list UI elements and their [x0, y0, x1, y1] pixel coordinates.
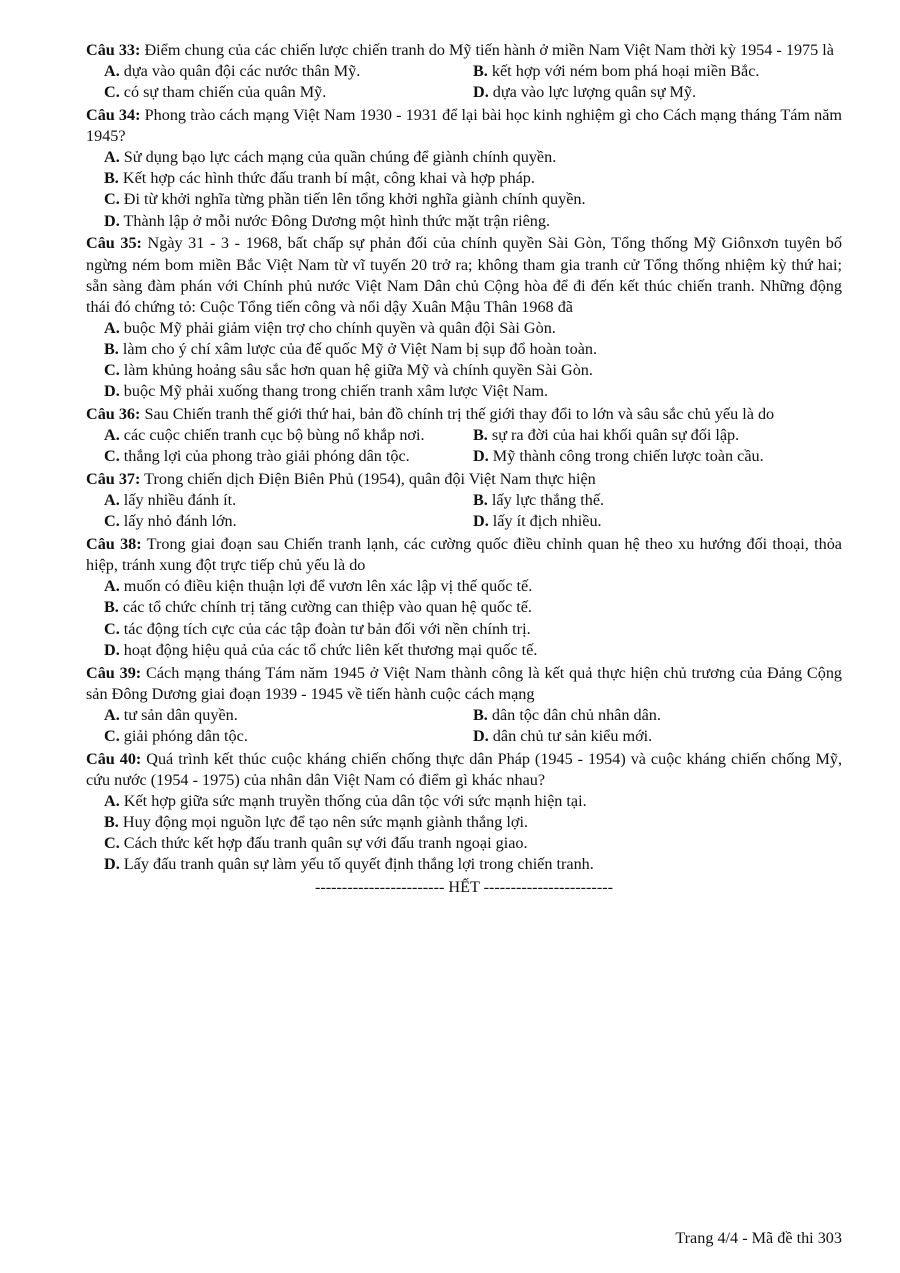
option-text: Lấy đấu tranh quân sự làm yếu tố quyết định thắng lợi trong chiến tranh.	[119, 855, 594, 874]
option-text: lấy nhiều đánh ít.	[119, 491, 237, 510]
question-label: Câu 34:	[86, 106, 141, 125]
question-36	[86, 404, 842, 467]
option-text: Kết hợp các hình thức đấu tranh bí mật, công khai và hợp pháp.	[118, 169, 535, 188]
option-row	[104, 490, 842, 511]
option-text: muốn có điều kiện thuận lợi để vươn lên xác lập vị thế quốc tế.	[119, 577, 533, 596]
option-d	[473, 511, 842, 532]
option-text: sự ra đời của hai khối quân sự đối lập.	[487, 426, 740, 445]
option-d	[104, 211, 842, 232]
option-a	[104, 61, 473, 82]
option-text: tư sản dân quyền.	[119, 705, 238, 724]
option-row	[104, 82, 842, 103]
option-letter: C.	[104, 512, 120, 531]
options	[86, 61, 842, 103]
option-text: buộc Mỹ phải giảm viện trợ cho chính quyền và quân đội Sài Gòn.	[119, 318, 556, 337]
options	[86, 318, 842, 402]
question-text: Trong giai đoạn sau Chiến tranh lạnh, các cường quốc điều chỉnh quan hệ theo xu hướng đối thoại, thỏa hiệp, tránh xung đột trực tiếp chủ yếu là do	[86, 535, 842, 575]
option-d	[473, 446, 842, 467]
option-c	[104, 619, 842, 640]
question-label: Câu 33:	[86, 41, 141, 59]
option-row	[104, 61, 842, 82]
option-text: tác động tích cực của các tập đoàn tư bản đối với nền chính trị.	[119, 619, 531, 638]
option-d	[473, 82, 842, 103]
option-text: làm cho ý chí xâm lược của đế quốc Mỹ ở Việt Nam bị sụp đổ hoàn toàn.	[118, 339, 598, 358]
option-b	[104, 812, 842, 833]
option-b	[473, 705, 842, 726]
options	[86, 576, 842, 660]
option-text: hoạt động hiệu quả của các tổ chức liên kết thương mại quốc tế.	[119, 640, 538, 659]
option-letter: A.	[104, 577, 120, 596]
question-stem	[86, 469, 842, 490]
option-letter: B.	[104, 812, 119, 831]
option-row	[104, 446, 842, 467]
option-text: thắng lợi của phong trào giải phóng dân tộc.	[119, 447, 410, 466]
option-text: Thành lập ở mỗi nước Đông Dương một hình thức mặt trận riêng.	[119, 211, 550, 230]
question-stem	[86, 105, 842, 147]
question-text: Điểm chung của các chiến lược chiến tranh do Mỹ tiến hành ở miền Nam Việt Nam thời kỳ 1954 - 1975 là	[140, 41, 834, 59]
end-marker: ------------------------ HẾT ------------------------	[314, 878, 613, 897]
option-letter: A.	[104, 791, 120, 810]
option-text: giải phóng dân tộc.	[119, 726, 248, 745]
question-stem	[86, 40, 842, 61]
option-b	[104, 168, 842, 189]
option-a	[104, 705, 473, 726]
option-b	[104, 597, 842, 618]
options	[86, 147, 842, 231]
question-label: Câu 35:	[86, 234, 142, 253]
option-text: lấy nhỏ đánh lớn.	[119, 512, 237, 531]
options	[86, 791, 842, 875]
option-letter: B.	[104, 339, 119, 358]
option-b	[473, 61, 842, 82]
option-letter: D.	[473, 447, 489, 466]
option-text: có sự tham chiến của quân Mỹ.	[119, 83, 327, 102]
option-c	[104, 360, 842, 381]
option-c	[104, 446, 473, 467]
option-text: Huy động mọi nguồn lực để tạo nên sức mạnh giành thắng lợi.	[118, 812, 529, 831]
question-stem	[86, 749, 842, 791]
option-a	[104, 490, 473, 511]
question-38	[86, 534, 842, 661]
option-letter: B.	[473, 705, 488, 724]
option-row	[104, 425, 842, 446]
question-label: Câu 39:	[86, 663, 142, 682]
option-text: các tổ chức chính trị tăng cường can thiệp vào quan hệ quốc tế.	[118, 598, 532, 617]
question-33	[86, 40, 842, 103]
option-letter: A.	[104, 62, 120, 81]
option-text: các cuộc chiến tranh cục bộ bùng nổ khắp nơi.	[119, 426, 425, 445]
question-40	[86, 749, 842, 876]
question-label: Câu 40:	[86, 749, 142, 768]
option-c	[104, 726, 473, 747]
option-a	[104, 318, 842, 339]
options	[86, 705, 842, 747]
option-letter: C.	[104, 190, 120, 209]
option-letter: A.	[104, 491, 120, 510]
option-c	[104, 82, 473, 103]
option-text: dân tộc dân chủ nhân dân.	[487, 705, 661, 724]
option-text: Kết hợp giữa sức mạnh truyền thống của dân tộc với sức mạnh hiện tại.	[119, 791, 587, 810]
option-text: lấy ít địch nhiều.	[488, 512, 602, 531]
question-text: Quá trình kết thúc cuộc kháng chiến chống thực dân Pháp (1945 - 1954) và cuộc kháng chiến chống Mỹ, cứu nước (1954 - 1975) của nhân dân Việt Nam có điểm gì khác nhau?	[86, 749, 842, 789]
question-text: Cách mạng tháng Tám năm 1945 ở Việt Nam thành công là kết quả thực hiện chủ trương của Đảng Cộng sản Đông Dương giai đoạn 1939 - 1945 về tiến hành cuộc cách mạng	[86, 663, 843, 703]
option-a	[104, 147, 842, 168]
options	[86, 425, 842, 467]
option-row	[104, 705, 842, 726]
question-text: Sau Chiến tranh thế giới thứ hai, bản đồ chính trị thế giới thay đổi to lớn và sâu sắc chủ yếu là do	[140, 404, 775, 423]
option-d	[473, 726, 842, 747]
question-37	[86, 469, 842, 532]
option-d	[104, 854, 842, 875]
question-label: Câu 37:	[86, 470, 141, 489]
question-34	[86, 105, 842, 232]
option-b	[473, 490, 842, 511]
option-text: Đi từ khởi nghĩa từng phần tiến lên tổng khởi nghĩa giành chính quyền.	[119, 190, 586, 209]
option-text: dựa vào quân đội các nước thân Mỹ.	[119, 62, 361, 81]
option-letter: A.	[104, 318, 120, 337]
option-letter: C.	[104, 447, 120, 466]
option-letter: D.	[473, 512, 489, 531]
option-text: Sử dụng bạo lực cách mạng của quần chúng để giành chính quyền.	[119, 148, 557, 167]
option-letter: A.	[104, 705, 120, 724]
question-stem	[86, 233, 842, 317]
page-footer: Trang 4/4 - Mã đề thi 303	[675, 1229, 842, 1247]
option-b	[473, 425, 842, 446]
question-35	[86, 233, 842, 402]
option-c	[104, 511, 473, 532]
option-text: Cách thức kết hợp đấu tranh quân sự với đấu tranh ngoại giao.	[119, 834, 528, 853]
option-text: lấy lực thắng thế.	[487, 491, 605, 510]
option-row	[104, 511, 842, 532]
option-letter: D.	[104, 855, 120, 874]
option-a	[104, 425, 473, 446]
options	[86, 490, 842, 532]
option-text: buộc Mỹ phải xuống thang trong chiến tranh xâm lược Việt Nam.	[119, 382, 549, 401]
option-letter: D.	[104, 640, 120, 659]
option-c	[104, 833, 842, 854]
option-a	[104, 576, 842, 597]
option-text: làm khủng hoảng sâu sắc hơn quan hệ giữa Mỹ và chính quyền Sài Gòn.	[119, 361, 593, 379]
option-letter: D.	[473, 83, 489, 102]
question-text: Phong trào cách mạng Việt Nam 1930 - 1931 để lại bài học kinh nghiệm gì cho Cách mạng tháng Tám năm 1945?	[86, 106, 842, 146]
option-text: kết hợp với ném bom phá hoại miền Bắc.	[487, 62, 760, 81]
question-39	[86, 663, 842, 747]
question-stem	[86, 534, 842, 576]
option-letter: A.	[104, 426, 120, 445]
option-d	[104, 640, 842, 661]
option-row	[104, 726, 842, 747]
option-text: dựa vào lực lượng quân sự Mỹ.	[488, 83, 697, 102]
option-b	[104, 339, 842, 360]
option-letter: D.	[104, 211, 120, 230]
option-letter: D.	[473, 726, 489, 745]
option-text: Mỹ thành công trong chiến lược toàn cầu.	[488, 447, 764, 466]
option-letter: C.	[104, 619, 120, 638]
option-letter: C.	[104, 834, 120, 853]
question-label: Câu 36:	[86, 404, 141, 423]
question-stem	[86, 663, 842, 705]
option-letter: B.	[473, 491, 488, 510]
question-stem	[86, 404, 842, 425]
exam-page	[86, 40, 842, 915]
option-letter: C.	[104, 726, 120, 745]
option-letter: A.	[104, 148, 120, 167]
option-letter: B.	[104, 598, 119, 617]
question-text: Ngày 31 - 3 - 1968, bất chấp sự phản đối của chính quyền Sài Gòn, Tổng thống Mỹ Giônxơn tuyên bố ngừng ném bom miền Bắc Việt Nam từ vĩ tuyến 20 trở ra; không tham gia tranh cử Tổng thống nhiệm kỳ thứ hai; sẵn sàng đàm phán với Chính phủ nước Việt Nam Dân chủ Cộng hòa để đi đến kết thúc chiến tranh. Những động thái đó chứng tỏ: Cuộc Tổng tiến công và nổi dậy Xuân Mậu Thân 1968 đã	[86, 234, 842, 316]
question-text: Trong chiến dịch Điện Biên Phủ (1954), quân đội Việt Nam thực hiện	[140, 470, 596, 489]
question-label: Câu 38:	[86, 535, 142, 554]
option-letter: B.	[104, 169, 119, 188]
option-a	[104, 791, 842, 812]
option-letter: B.	[473, 426, 488, 445]
option-letter: B.	[473, 62, 488, 81]
option-text: dân chủ tư sản kiểu mới.	[488, 726, 653, 745]
option-letter: D.	[104, 382, 120, 401]
option-letter: C.	[104, 361, 120, 379]
option-c	[104, 189, 842, 210]
option-d	[104, 381, 842, 402]
option-letter: C.	[104, 83, 120, 102]
